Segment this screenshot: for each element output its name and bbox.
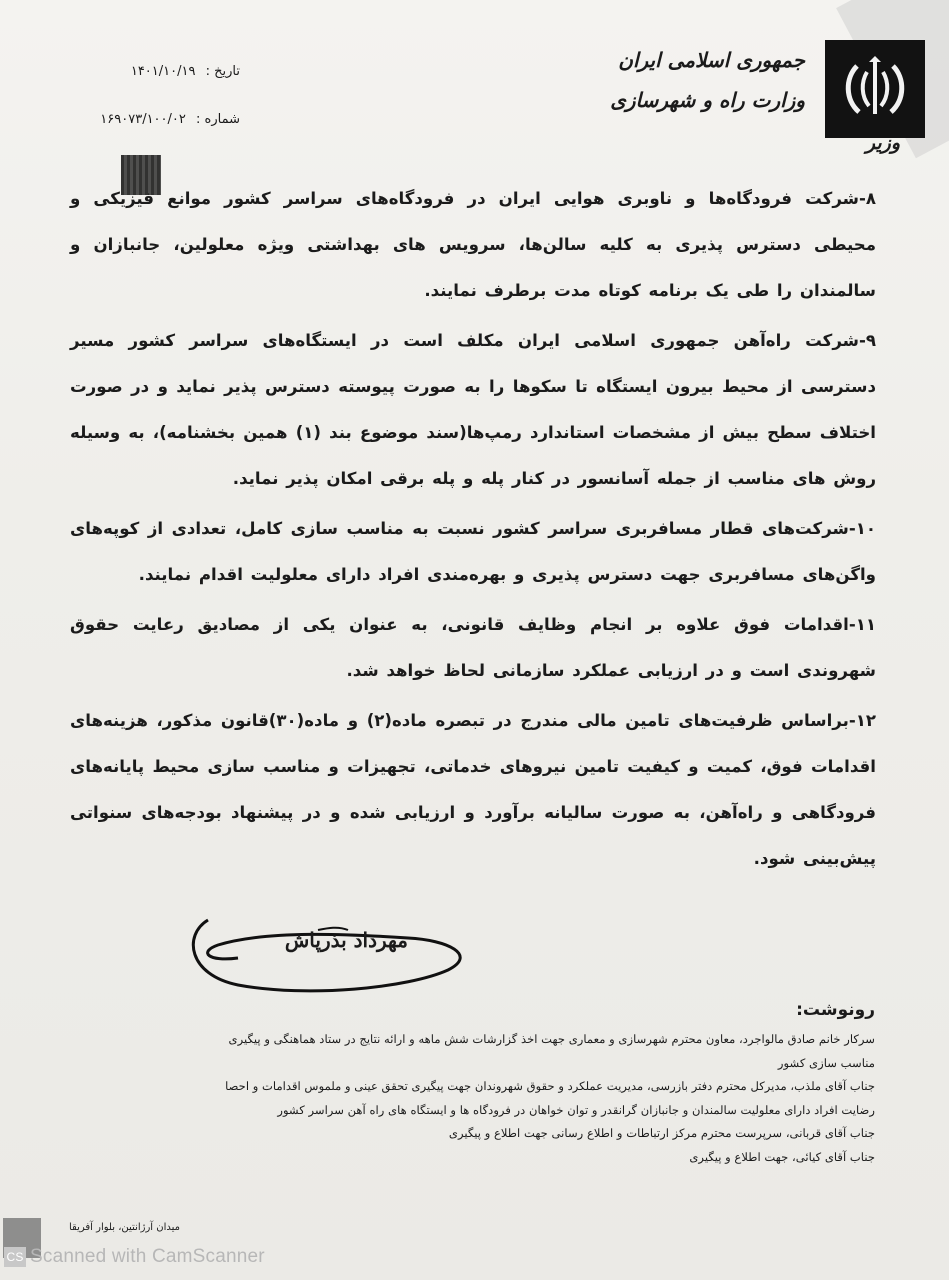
cc-line: جناب آقای کیائی، جهت اطلاع و پیگیری: [689, 1149, 875, 1164]
ministry-title: وزارت راه و شهرسازی: [610, 88, 805, 112]
cc-title: رونوشت:: [796, 1000, 875, 1020]
emblem-icon: [843, 54, 907, 124]
number-value: ۱۶۹۰۷۳/۱۰۰/۰۲: [100, 112, 186, 127]
camscanner-icon: CS: [4, 1247, 26, 1267]
cc-line: سرکار خانم صادق مالواجرد، معاون محترم شهرسازی و معماری جهت اخذ گزارشات شش ماهه و ارائه نتایج در ستاد هماهنگی و پیگیری: [228, 1032, 875, 1046]
clause-11: ۱۱-اقدامات فوق علاوه بر انجام وظایف قانونی، به عنوان یکی از مصادیق رعایت حقوق شهروندی است و در ارزیابی عملکرد سازمانی لحاظ خواهد شد.: [70, 615, 876, 680]
letter-body: [70, 176, 876, 886]
cc-line: رضایت افراد دارای معلولیت سالمندان و جانبازان گرانقدر و توان خواهان در فرودگاه ها و ایستگاه های راه آهن سراسر کشور: [277, 1102, 875, 1117]
cc-list: [50, 1028, 875, 1169]
cc-line: جناب آقای ملذب، مدیرکل محترم دفتر بازرسی، مدیریت عملکرد و حقوق شهروندان جهت پیگیری تحقق عینی و ملموس اقدامات و احصا: [225, 1079, 875, 1093]
footer-address: میدان آرژانتین، بلوار آفریقا: [69, 1222, 180, 1233]
camscanner-watermark: [4, 1246, 265, 1268]
date-field: [90, 64, 240, 79]
clause-9: ۹-شرکت راه‌آهن جمهوری اسلامی ایران مکلف است در ایستگاه‌های سراسر کشور مسیر دسترسی از محیط بیرون ایستگاه تا سکوها را به صورت پیوسته دسترس پذیر نماید و در صورت اختلاف سطح بیش از مشخصات استاندارد رمپ‌ها(سند موضوع بند (۱) همین بخشنامه)، به وسیله روش های مناسب از جمله آسانسور در کنار پله و پله برقی امکان پذیر نماید.: [70, 331, 876, 488]
cc-line: جناب آقای قربانی، سرپرست محترم مرکز ارتباطات و اطلاع رسانی جهت اطلاع و پیگیری: [448, 1126, 875, 1140]
clause-10: ۱۰-شرکت‌های قطار مسافربری سراسر کشور نسبت به مناسب سازی کامل، تعدادی از کوپه‌های واگن‌های مسافربری جهت دسترس پذیری و بهره‌مندی افراد دارای معلولیت اقدام نمایند.: [70, 519, 876, 584]
org-title: جمهوری اسلامی ایران: [618, 48, 805, 72]
iran-emblem-logo: [825, 40, 925, 138]
date-label: تاریخ :: [205, 64, 240, 79]
number-label: شماره :: [196, 112, 240, 127]
clause-8: ۸-شرکت فرودگاه‌ها و ناوبری هوایی ایران در فرودگاه‌های سراسر کشور موانع فیزیکی و محیطی دسترس پذیری به کلیه سالن‌ها، سرویس های بهداشتی ویژه معلولین، جانبازان و سالمندان را طی یک برنامه کوتاه مدت برطرف نمایند.: [70, 189, 876, 300]
cc-line: مناسب سازی کشور: [777, 1055, 875, 1070]
signatory-name: مهرداد بذرپاش: [284, 928, 408, 952]
minister-role: وزیر: [865, 132, 900, 154]
clause-12: ۱۲-براساس ظرفیت‌های تامین مالی مندرج در تبصره ماده(۲) و ماده(۳۰)قانون مذکور، هزینه‌های اقدامات فوق، کمیت و کیفیت تامین نیروهای خدماتی، تجهیزات و مناسب سازی محیط پایانه‌های فرودگاهی و راه‌آهن، به صورت سالیانه برآورد و ارزیابی شده و در پیشنهاد بودجه‌های سنواتی پیش‌بینی شود.: [70, 711, 876, 868]
number-field: [90, 112, 240, 127]
watermark-text: Scanned with CamScanner: [30, 1246, 265, 1267]
date-value: ۱۴۰۱/۱۰/۱۹: [130, 64, 196, 79]
